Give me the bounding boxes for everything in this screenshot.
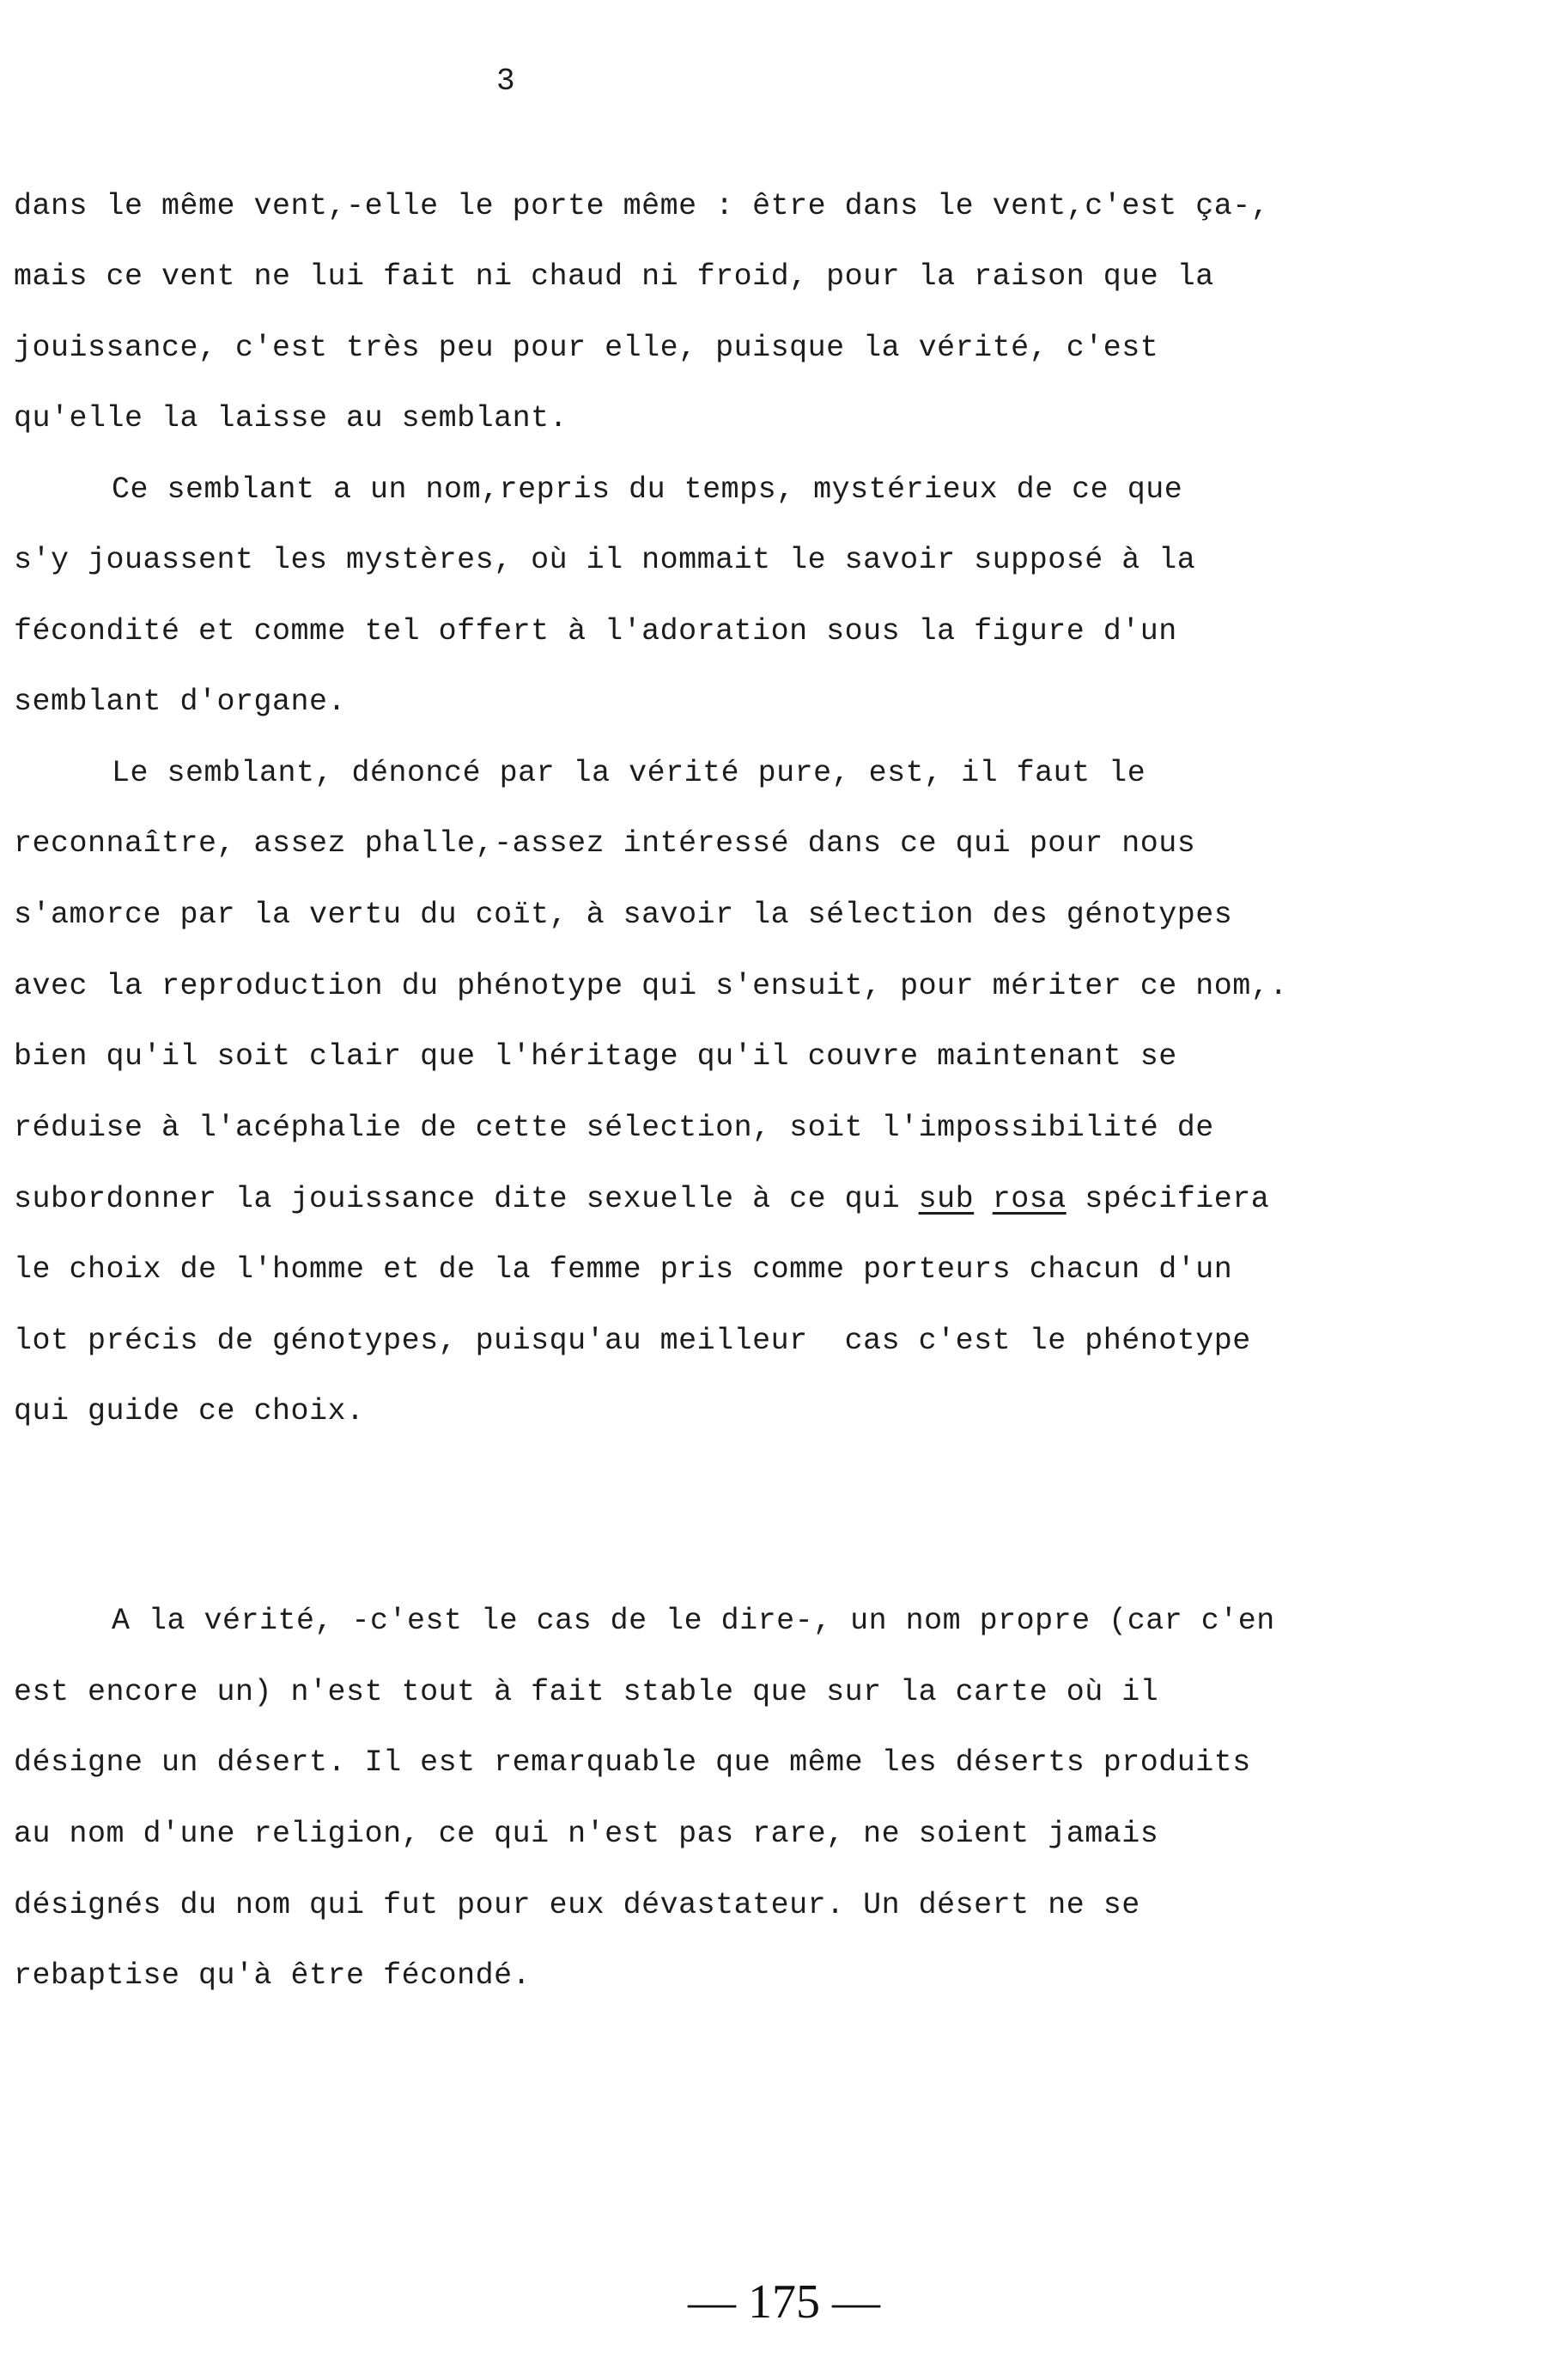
text-line: s'amorce par la vertu du coït, à savoir la sélection des génotypes bbox=[14, 898, 1233, 932]
text-line: le choix de l'homme et de la femme pris comme porteurs chacun d'un bbox=[14, 1252, 1233, 1287]
underlined-term: rosa bbox=[992, 1182, 1067, 1216]
text-segment: spécifiera bbox=[1066, 1182, 1270, 1216]
text-line: qui guide ce choix. bbox=[14, 1394, 365, 1428]
text-line: A la vérité, -c'est le cas de le dire-, un nom propre (car c'en bbox=[112, 1604, 1275, 1638]
text-line-with-underline bbox=[14, 1182, 1269, 1216]
text-line: rebaptise qu'à être fécondé. bbox=[14, 1958, 532, 1993]
page-folio: — 175 — bbox=[688, 2275, 880, 2329]
text-line: bien qu'il soit clair que l'héritage qu'il couvre maintenant se bbox=[14, 1039, 1177, 1074]
text-line: est encore un) n'est tout à fait stable que sur la carte où il bbox=[14, 1675, 1159, 1709]
text-line: désigne un désert. Il est remarquable que même les déserts produits bbox=[14, 1745, 1251, 1780]
text-line: reconnaître, assez phalle,-assez intéressé dans ce qui pour nous bbox=[14, 826, 1196, 861]
text-line: désignés du nom qui fut pour eux dévastateur. Un désert ne se bbox=[14, 1888, 1140, 1922]
text-line: dans le même vent,-elle le porte même : être dans le vent,c'est ça-, bbox=[14, 189, 1270, 223]
text-segment bbox=[974, 1182, 993, 1216]
text-line: semblant d'organe. bbox=[14, 685, 347, 719]
text-line: avec la reproduction du phénotype qui s'ensuit, pour mériter ce nom,. bbox=[14, 969, 1288, 1003]
text-line: au nom d'une religion, ce qui n'est pas rare, ne soient jamais bbox=[14, 1817, 1159, 1851]
underlined-term: sub bbox=[918, 1182, 975, 1216]
text-line: lot précis de génotypes, puisqu'au meilleur cas c'est le phénotype bbox=[14, 1324, 1251, 1358]
text-line: mais ce vent ne lui fait ni chaud ni froid, pour la raison que la bbox=[14, 259, 1214, 294]
text-segment: subordonner la jouissance dite sexuelle à ce qui bbox=[14, 1182, 919, 1216]
text-line: Ce semblant a un nom,repris du temps, mystérieux de ce que bbox=[112, 472, 1183, 507]
text-line: qu'elle la laisse au semblant. bbox=[14, 401, 568, 435]
text-line: s'y jouassent les mystères, où il nommait le savoir supposé à la bbox=[14, 543, 1196, 577]
text-line: fécondité et comme tel offert à l'adoration sous la figure d'un bbox=[14, 614, 1177, 649]
text-line: réduise à l'acéphalie de cette sélection, soit l'impossibilité de bbox=[14, 1111, 1214, 1145]
text-line: jouissance, c'est très peu pour elle, puisque la vérité, c'est bbox=[14, 331, 1159, 365]
typed-page-number: 3 bbox=[496, 64, 516, 99]
text-line: Le semblant, dénoncé par la vérité pure, est, il faut le bbox=[112, 756, 1146, 790]
